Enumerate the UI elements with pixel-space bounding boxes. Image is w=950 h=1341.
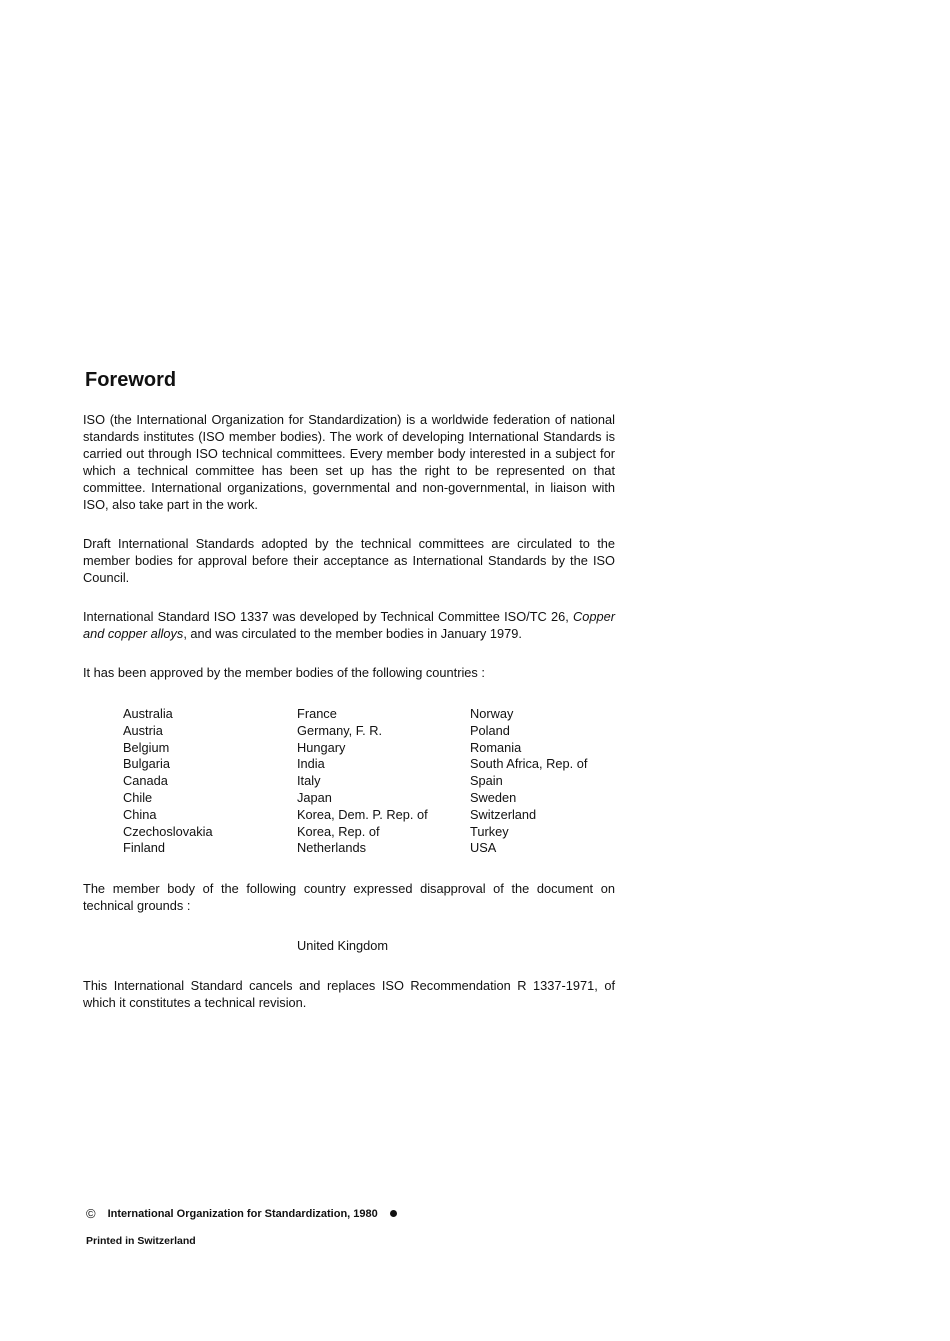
printed-in: Printed in Switzerland bbox=[86, 1235, 196, 1247]
development-text-start: International Standard ISO 1337 was developed by Technical Committee ISO/TC 26, bbox=[83, 609, 574, 624]
copyright-symbol: © bbox=[86, 1206, 96, 1221]
country-item: Romania bbox=[470, 739, 522, 755]
country-item: Korea, Rep. of bbox=[297, 823, 380, 839]
disapproving-country: United Kingdom bbox=[297, 938, 389, 954]
copyright-text: International Organization for Standardization, 1980 bbox=[107, 1207, 378, 1220]
country-item: Australia bbox=[123, 706, 173, 721]
country-item: Sweden bbox=[470, 789, 517, 805]
country-item: Bulgaria bbox=[123, 756, 170, 772]
country-item: Turkey bbox=[470, 823, 509, 839]
country-item: China bbox=[123, 806, 157, 822]
page-footer bbox=[86, 1206, 397, 1247]
country-item: Poland bbox=[470, 722, 510, 738]
country-item: Chile bbox=[123, 789, 153, 805]
country-item: Norway bbox=[470, 706, 514, 721]
country-item: Austria bbox=[123, 722, 163, 738]
page-title: Foreword bbox=[85, 369, 177, 391]
draft-standards-paragraph: Draft International Standards adopted by the technical committees are circulated to the member bodies for approval before their acceptance as International Standards by the ISO Council. bbox=[83, 536, 615, 585]
bullet-dot-icon bbox=[390, 1210, 397, 1217]
disapproval-paragraph: The member body of the following country expressed disapproval of the document on technical grounds : bbox=[83, 881, 615, 914]
country-column-2 bbox=[297, 706, 470, 857]
country-item: South Africa, Rep. of bbox=[470, 756, 588, 772]
country-item: Hungary bbox=[297, 739, 346, 755]
country-item: Korea, Dem. P. Rep. of bbox=[297, 806, 428, 822]
copyright-line bbox=[86, 1206, 397, 1221]
foreword-section bbox=[83, 366, 615, 1011]
country-item: Netherlands bbox=[297, 840, 367, 856]
intro-paragraph: ISO (the International Organization for Standardization) is a worldwide federation of national standards institutes (ISO member bodies). The work of developing International Standards is carried out through ISO technical committees. Every member body interested in a subject for which a technical committee has been set up has the right to be represented on that committee. International organizations, governmental and non-governmental, in liaison with ISO, also take part in the work. bbox=[83, 412, 615, 512]
committee-title: Copper and copper alloys bbox=[83, 609, 615, 641]
country-column-1 bbox=[123, 706, 297, 857]
country-item: Switzerland bbox=[470, 806, 537, 822]
country-list bbox=[123, 706, 615, 857]
country-item: USA bbox=[470, 840, 497, 856]
country-column-3 bbox=[470, 706, 640, 857]
development-paragraph bbox=[83, 608, 615, 642]
country-item: Italy bbox=[297, 773, 321, 789]
development-text-end: , and was circulated to the member bodies in January 1979. bbox=[183, 626, 522, 641]
country-item: Canada bbox=[123, 773, 168, 789]
approval-paragraph: It has been approved by the member bodies of the following countries : bbox=[83, 665, 485, 680]
country-item: Belgium bbox=[123, 739, 170, 755]
revision-paragraph: This International Standard cancels and replaces ISO Recommendation R 1337-1971, of which it constitutes a technical revision. bbox=[83, 978, 615, 1011]
country-item: Japan bbox=[297, 789, 332, 805]
country-item: India bbox=[297, 756, 325, 772]
country-item: France bbox=[297, 706, 337, 721]
country-item: Czechoslovakia bbox=[123, 823, 213, 839]
country-item: Germany, F. R. bbox=[297, 722, 383, 738]
country-item: Finland bbox=[123, 840, 165, 856]
country-item: Spain bbox=[470, 773, 503, 789]
